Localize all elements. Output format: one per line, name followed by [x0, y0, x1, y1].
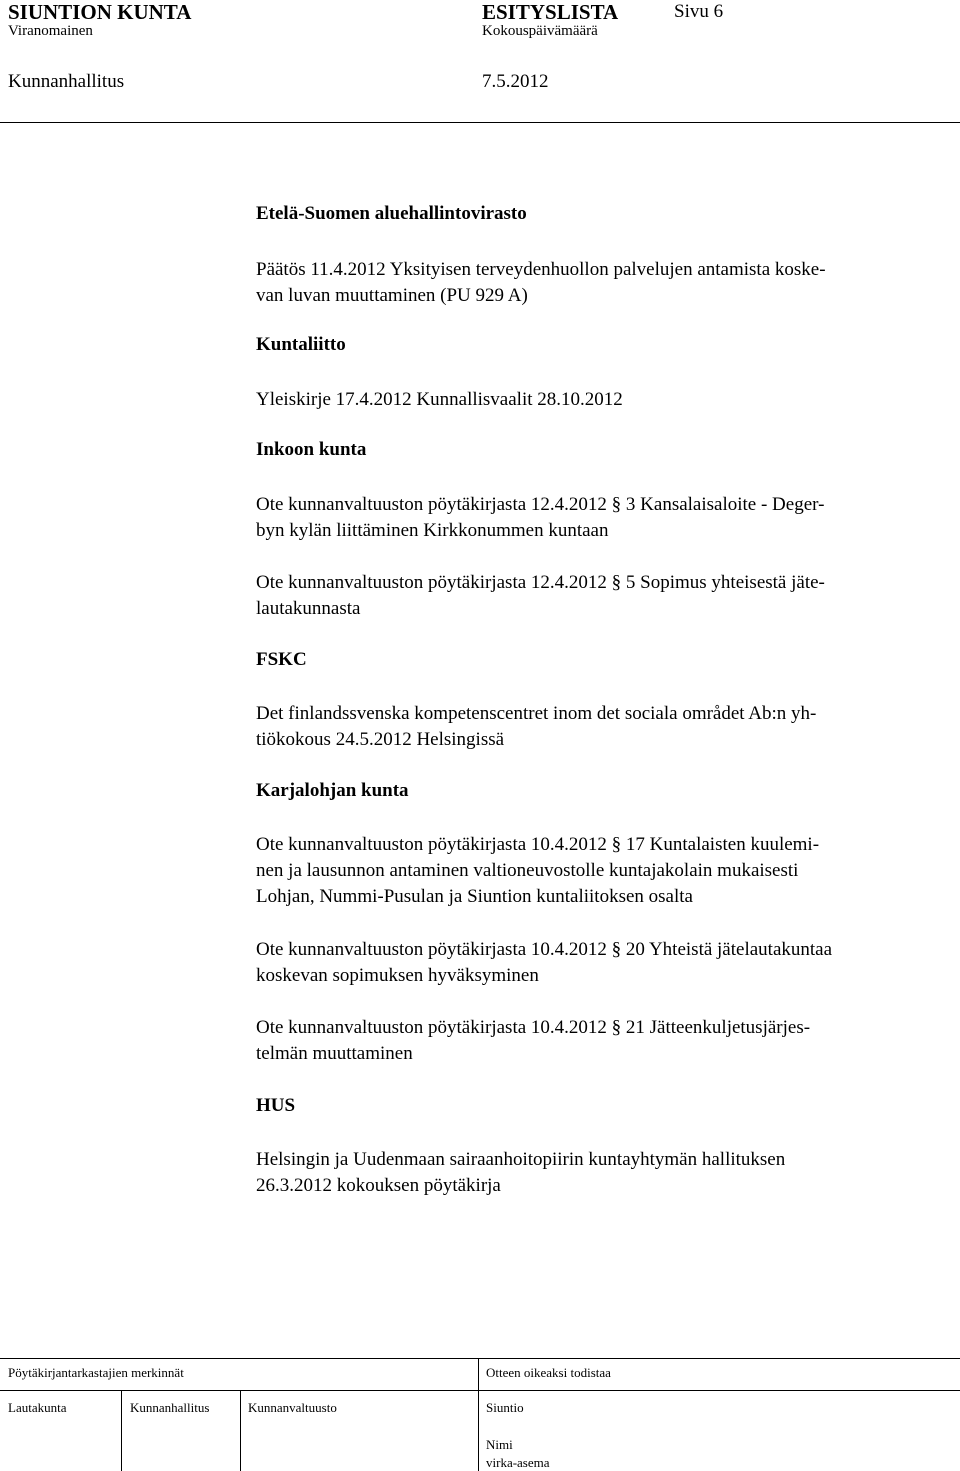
section-item: Ote kunnanvaltuuston pöytäkirjasta 10.4.2012 § 17 Kuntalaisten kuulemi- nen ja lausunnon antaminen valtioneuvostolle kuntajakolain mukaisesti Lohjan, Nummi-Pusulan ja Siuntion kuntaliitoksen osalta: [256, 834, 820, 907]
authority-value: Kunnanhallitus: [8, 71, 125, 92]
footer-right-title: Otteen oikeaksi todistaa: [486, 1365, 611, 1380]
section-heading: Inkoon kunta: [256, 439, 367, 460]
footer-col-kunnanvaltuusto: Kunnanvaltuusto: [248, 1400, 337, 1415]
footer-place: Siuntio: [486, 1400, 524, 1415]
footer-top-rule: [0, 1358, 960, 1359]
org-name: SIUNTION KUNTA: [8, 0, 192, 24]
section-heading: Kuntaliitto: [256, 334, 346, 355]
footer-name: Nimi: [486, 1437, 513, 1452]
date-value: 7.5.2012: [482, 71, 549, 92]
section-item: Ote kunnanvaltuuston pöytäkirjasta 10.4.2012 § 21 Jätteenkuljetusjärjes- telmän muuttaminen: [256, 1017, 811, 1064]
footer-col-kunnanhallitus: Kunnanhallitus: [130, 1400, 210, 1415]
header-rule: [0, 122, 960, 123]
section-heading: Karjalohjan kunta: [256, 780, 409, 801]
section-item: Ote kunnanvaltuuston pöytäkirjasta 10.4.2012 § 20 Yhteistä jätelautakuntaa koskevan sopimuksen hyväksyminen: [256, 939, 833, 986]
footer-position: virka-asema: [486, 1455, 550, 1470]
authority-label: Viranomainen: [8, 23, 93, 39]
doc-type: ESITYSLISTA: [482, 0, 619, 24]
footer-left-title: Pöytäkirjantarkastajien merkinnät: [8, 1365, 184, 1380]
section-item: Helsingin ja Uudenmaan sairaanhoitopiirin kuntayhtymän hallituksen 26.3.2012 kokouksen pöytäkirja: [256, 1149, 786, 1196]
section-heading: FSKC: [256, 649, 307, 670]
date-label: Kokouspäivämäärä: [482, 23, 598, 39]
footer-mid-rule: [0, 1390, 960, 1391]
section-item: Det finlandssvenska kompetenscentret inom det sociala området Ab:n yh- tiökokous 24.5.2012 Helsingissä: [256, 703, 817, 750]
section-item: Päätös 11.4.2012 Yksityisen terveydenhuollon palvelujen antamista koske- van luvan muuttaminen (PU 929 A): [256, 259, 826, 306]
page-number: Sivu 6: [674, 1, 724, 22]
footer-divider: [478, 1358, 479, 1471]
section-item: Yleiskirje 17.4.2012 Kunnallisvaalit 28.10.2012: [256, 389, 623, 410]
section-heading: HUS: [256, 1095, 296, 1116]
footer-divider: [240, 1390, 241, 1471]
section-item: Ote kunnanvaltuuston pöytäkirjasta 12.4.2012 § 5 Sopimus yhteisestä jäte- lautakunnasta: [256, 572, 825, 619]
section-item: Ote kunnanvaltuuston pöytäkirjasta 12.4.2012 § 3 Kansalaisaloite - Deger- byn kylän liittäminen Kirkkonummen kuntaan: [256, 494, 825, 541]
section-heading: Etelä-Suomen aluehallintovirasto: [256, 203, 527, 224]
footer-col-lautakunta: Lautakunta: [8, 1400, 67, 1415]
footer-divider: [121, 1390, 122, 1471]
